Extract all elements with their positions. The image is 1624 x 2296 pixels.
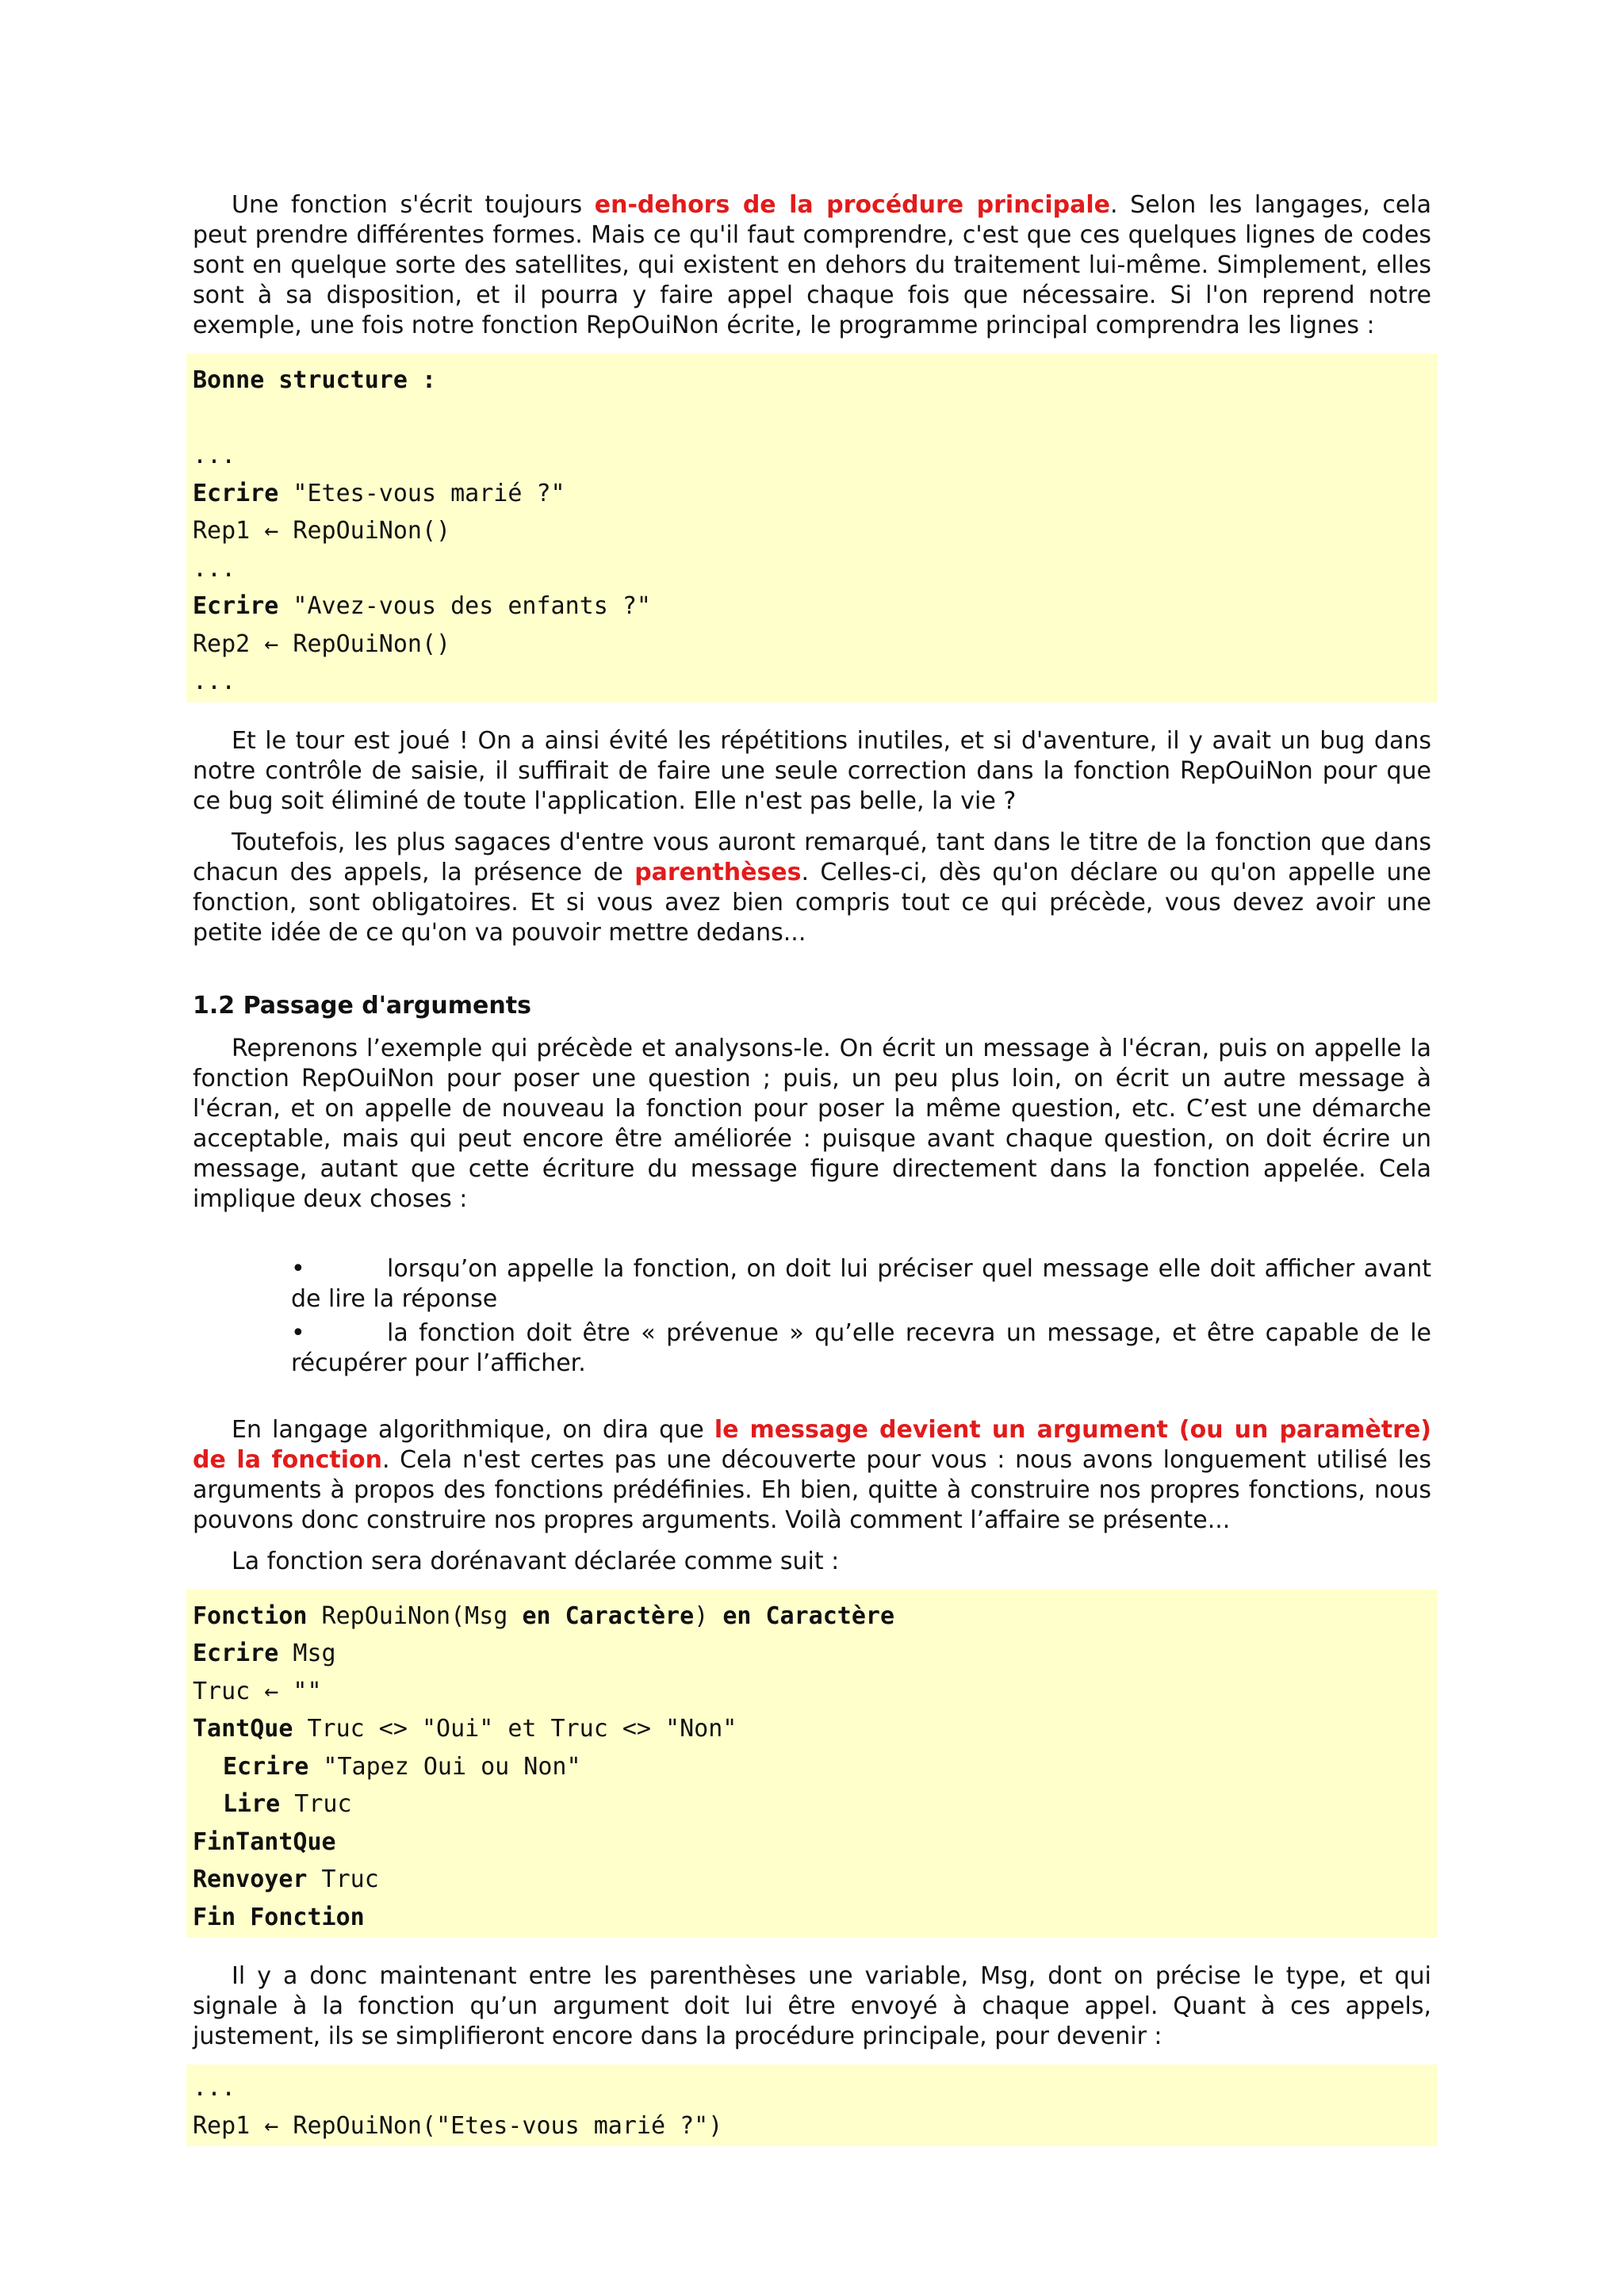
document-page xyxy=(193,190,1431,2146)
highlight-text: le message devient un argument (ou un paramètre) de la fonction xyxy=(193,1415,1431,1474)
bullet-icon: • xyxy=(291,1318,305,1347)
code-line: Rep1 ← RepOuiNon("Etes-vous marié ?") xyxy=(193,2111,723,2140)
list-item xyxy=(291,1254,1431,1314)
code-text: Msg xyxy=(278,1640,336,1667)
code-line xyxy=(193,1748,1431,1786)
code-line: Truc ← "" xyxy=(193,1677,322,1705)
paragraph-argument xyxy=(193,1415,1431,1536)
code-block-call xyxy=(186,2064,1438,2146)
paragraph-text: En langage algorithmique, on dira que xyxy=(232,1415,714,1444)
list-item-text: la fonction doit être « prévenue » qu’elle recevra un message, et être capable de le récupérer pour l’afficher. xyxy=(291,1318,1431,1377)
list-item xyxy=(291,1318,1431,1379)
code-line xyxy=(193,1823,1431,1862)
section-title: 1.2 Passage d'arguments xyxy=(193,991,531,1020)
code-keyword: en Caractère xyxy=(522,1601,695,1630)
highlight-text: parenthèses xyxy=(634,858,802,886)
code-keyword: Ecrire xyxy=(223,1752,309,1781)
code-line xyxy=(193,1710,1431,1748)
code-text: "Tapez Oui ou Non" xyxy=(308,1752,581,1781)
code-text: "Avez-vous des enfants ?" xyxy=(278,592,651,620)
code-text: Truc xyxy=(307,1866,379,1893)
code-line xyxy=(193,362,1431,400)
code-blank-line xyxy=(193,400,1431,438)
list-item-text: lorsqu’on appelle la fonction, on doit lui préciser quel message elle doit afficher avant de lire la réponse xyxy=(291,1254,1431,1313)
code-line xyxy=(193,1598,1431,1636)
code-keyword: FinTantQue xyxy=(193,1827,336,1856)
code-keyword: Renvoyer xyxy=(193,1866,308,1893)
bullet-list xyxy=(193,1254,1431,1379)
code-line: ... xyxy=(193,2074,236,2102)
paragraph-msg: Il y a donc maintenant entre les parenthèses une variable, Msg, dont on précise le type, et qui signale à la fonction qu’un argument doit lui être envoyé à chaque appel. Quant à ces appels, justement, ils se simplifieront encore dans la procédure principale, pour devenir : xyxy=(193,1962,1431,2050)
paragraph-text: . Cela n'est certes pas une découverte pour vous : nous avons longuement utilisé les arguments à propos des fonctions prédéfinies. Eh bien, quitte à construire nos propres fonctions, nous pouvons donc construire nos propres arguments. Voilà comment l’affaire se présente... xyxy=(193,1445,1431,1534)
code-line: ... xyxy=(193,442,236,469)
code-keyword: Ecrire xyxy=(193,1640,279,1667)
code-keyword: Lire xyxy=(223,1790,281,1818)
paragraph-text: . Celles-ci, dès qu'on déclare ou qu'on appelle une fonction, sont obligatoires. Et si vous avez bien compris tout ce qui précède, vous devez avoir une petite idée de ce qu'on va pouvoir mettre dedans... xyxy=(193,858,1431,947)
code-keyword: Ecrire xyxy=(193,479,279,507)
code-keyword: TantQue xyxy=(193,1715,293,1743)
code-block-function xyxy=(186,1590,1438,1938)
bullet-icon: • xyxy=(291,1254,305,1283)
code-keyword: Fonction xyxy=(193,1601,308,1630)
code-text: RepOuiNon(Msg xyxy=(307,1601,523,1630)
code-keyword: Ecrire xyxy=(193,592,279,620)
code-line: ... xyxy=(193,554,236,583)
paragraph-declaration: La fonction sera dorénavant déclarée comme suit : xyxy=(232,1547,840,1575)
code-block-structure xyxy=(186,354,1438,702)
code-text: "Etes-vous marié ?" xyxy=(278,479,565,507)
code-line xyxy=(193,587,1431,626)
code-line: Rep1 ← RepOuiNon() xyxy=(193,517,451,545)
code-line xyxy=(193,1899,1431,1937)
code-keyword: Bonne structure : xyxy=(193,366,437,394)
paragraph-reprenons: Reprenons l’exemple qui précède et analysons-le. On écrit un message à l'écran, puis on appelle la fonction RepOuiNon pour poser une question ; puis, un peu plus loin, on écrit un autre message à l'écran, et on appelle de nouveau la fonction pour poser la même question, etc. C’est une démarche acceptable, mais qui peut encore être améliorée : puisque avant chaque question, on doit écrire un message, autant que cette écriture du message figure directement dans la fonction appelée. Cela implique deux choses : xyxy=(193,1034,1431,1213)
paragraph-text: Toutefois, les plus sagaces d'entre vous auront remarqué, tant dans le titre de la fonction que dans chacun des appels, la présence de xyxy=(193,828,1431,886)
paragraph-intro xyxy=(193,190,1431,341)
code-keyword: Fin Fonction xyxy=(193,1903,365,1931)
code-text: Truc xyxy=(280,1790,352,1818)
code-keyword: en Caractère xyxy=(722,1601,895,1630)
code-line xyxy=(193,1635,1431,1673)
paragraph-text: . Selon les langages, cela peut prendre différentes formes. Mais ce qu'il faut comprendre, c'est que ces quelques lignes de codes sont en quelque sorte des satellites, qui existent en dehors du traitement lui-même. Simplement, elles sont à sa disposition, et il pourra y faire appel chaque fois que nécessaire. Si l'on reprend notre exemple, une fois notre fonction RepOuiNon écrite, le programme principal comprendra les lignes : xyxy=(193,191,1431,339)
code-line xyxy=(193,1861,1431,1899)
code-text: ) xyxy=(694,1601,723,1630)
highlight-text: en-dehors de la procédure principale xyxy=(594,191,1110,219)
code-line xyxy=(193,475,1431,513)
code-text: Truc <> "Oui" et Truc <> "Non" xyxy=(293,1715,737,1743)
paragraph-parentheses xyxy=(193,828,1431,948)
code-line xyxy=(193,1785,1431,1823)
paragraph-text: Une fonction s'écrit toujours xyxy=(232,191,595,219)
code-line: Rep2 ← RepOuiNon() xyxy=(193,629,451,658)
paragraph-tour: Et le tour est joué ! On a ainsi évité les répétitions inutiles, et si d'aventure, il y avait un bug dans notre contrôle de saisie, il suffirait de faire une seule correction dans la fonction RepOuiNon pour que ce bug soit éliminé de toute l'application. Elle n'est pas belle, la vie ? xyxy=(193,726,1431,815)
code-line: ... xyxy=(193,668,236,695)
